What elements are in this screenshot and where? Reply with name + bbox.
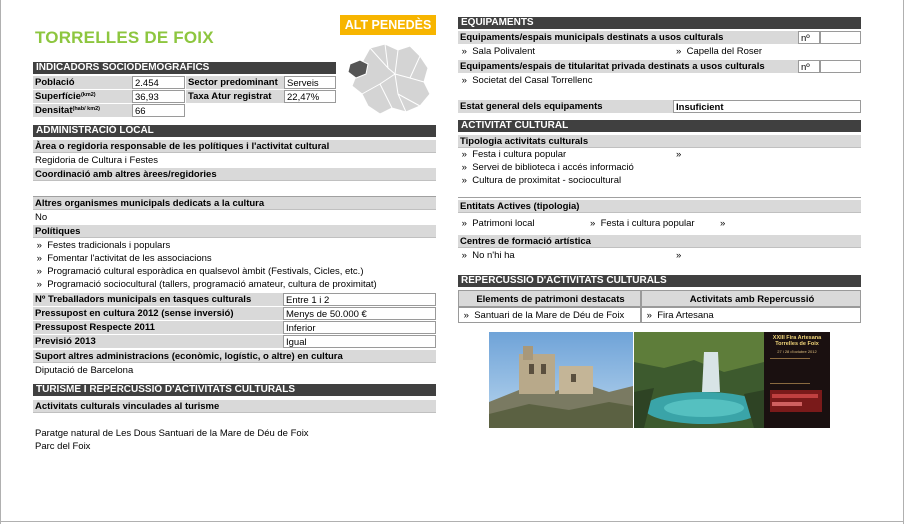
politica-text: Programació sociocultural (tallers, programació amateur, cultura de proximitat): [47, 279, 377, 290]
politica-item: [34, 253, 212, 264]
santuari-photo: [489, 332, 633, 428]
suport-value: Diputació de Barcelona: [35, 365, 134, 376]
densitat-row: [33, 104, 336, 117]
densitat-label-cell: [33, 104, 132, 117]
centre-text: No n'hi ha: [472, 250, 515, 261]
densitat-unit: (hab/ km2): [72, 106, 100, 112]
treballadors-row: [33, 293, 436, 306]
politica-text: Programació cultural esporàdica en qualsevol àmbit (Festivals, Cicles, etc.): [47, 266, 364, 277]
politica-item: [34, 266, 364, 277]
tipologia-text: Cultura de proximitat - sociocultural: [472, 175, 622, 186]
municipal-item: [459, 46, 535, 57]
turisme-header: TURISME I REPERCUSSIÓ D'ACTIVITATS CULTURALS: [33, 384, 436, 396]
bullet: »: [36, 266, 42, 277]
superficie-row: [33, 90, 336, 103]
pressupost-label: Pressupost en cultura 2012 (sense inversió): [33, 307, 283, 320]
politica-item: [34, 240, 170, 251]
estat-label: Estat general dels equipaments: [458, 100, 673, 113]
area-label: Àrea o regidoria responsable de les polítiques i l'activitat cultural: [33, 140, 436, 153]
patrimoni-value: Santuari de la Mare de Déu de Foix: [474, 310, 625, 321]
municipals-label: Equipaments/espais municipals destinats a usos culturals: [458, 31, 798, 44]
turisme-item: Parc del Foix: [35, 441, 91, 452]
altres-organismes-label: Altres organismes municipals dedicats a la cultura: [33, 197, 436, 210]
frame-left: [0, 0, 1, 524]
bullet: »: [461, 218, 467, 229]
fira-poster: [764, 332, 830, 428]
privat-item: [459, 75, 592, 86]
num-value: [820, 31, 861, 44]
superficie-label-cell: [33, 90, 132, 103]
poblacio-value: 2.454: [132, 76, 185, 89]
repercussio-cols: [458, 290, 861, 307]
respecte-row: [33, 321, 436, 334]
privat-text: Societat del Casal Torrellenc: [472, 75, 593, 86]
previsio-label: Previsió 2013: [33, 335, 283, 348]
poblacio-label: Població: [33, 76, 132, 89]
poster-title: XXIII Fira Artesana Torrelles de Foix: [772, 335, 822, 347]
divider: [458, 197, 861, 198]
turisme-item: Paratge natural de Les Dous Santuari de la Mare de Déu de Foix: [35, 428, 309, 439]
respecte-label: Pressupost Respecte 2011: [33, 321, 283, 334]
bullet: »: [461, 250, 467, 261]
tipologia-item: [459, 162, 634, 173]
sector-label: Sector predominant: [186, 76, 284, 89]
estat-row: [458, 100, 861, 113]
activitat-value: Fira Artesana: [657, 310, 714, 321]
altres-organismes-value: No: [35, 212, 48, 223]
poster-text-lines: [770, 358, 810, 384]
bullet: »: [36, 279, 42, 290]
frame-right: [903, 0, 904, 524]
repercussio-values: [458, 307, 861, 323]
superficie-unit: (km2): [80, 92, 96, 98]
col-patrimoni: Elements de patrimoni destacats: [458, 290, 641, 307]
municipal-text: Capella del Roser: [686, 46, 763, 57]
politica-text: Fomentar l'activitat de les associacions: [47, 253, 212, 264]
frame-bottom: [0, 521, 904, 522]
sector-value: Serveis: [284, 76, 336, 89]
atur-value: 22,47%: [284, 90, 336, 103]
entitat-text: Patrimoni local: [472, 218, 535, 229]
atur-label: Taxa Atur registrat: [186, 90, 284, 103]
turisme-sub: Activitats culturals vinculades al turisme: [33, 400, 436, 413]
politica-text: Festes tradicionals i populars: [47, 240, 171, 251]
entitat-item: [590, 218, 695, 229]
densitat-value: 66: [132, 104, 185, 117]
bullet: »: [461, 75, 467, 86]
num-label: nº: [798, 60, 820, 73]
bullet: »: [461, 175, 467, 186]
region-badge: ALT PENEDÈS: [340, 15, 436, 35]
previsio-row: [33, 335, 436, 348]
tipologia-item: [459, 149, 566, 160]
suport-label: Suport altres administracions (econòmic, logístic, o altre) en cultura: [33, 350, 436, 363]
col-activitats: Activitats amb Repercussió: [641, 290, 861, 307]
municipal-item: [676, 46, 762, 57]
bullet: »: [36, 240, 42, 251]
politica-item: [34, 279, 377, 290]
pressupost-row: [33, 307, 436, 320]
bullet: »: [676, 46, 682, 57]
tipologia-bullet-empty: »: [676, 149, 682, 160]
treballadors-value: Entre 1 i 2: [283, 293, 436, 306]
municipals-row: [458, 31, 861, 44]
area-value: Regidoria de Cultura i Festes: [35, 155, 159, 166]
entitat-bullet-empty: »: [720, 218, 726, 229]
activitat-value-cell: [641, 307, 861, 323]
respecte-value: Inferior: [283, 321, 436, 334]
centres-label: Centres de formació artística: [458, 235, 861, 248]
privats-row: [458, 60, 861, 73]
patrimoni-value-cell: [458, 307, 641, 323]
coordinacio-label: Coordinació amb altres àrees/regidories: [33, 168, 436, 181]
municipal-text: Sala Polivalent: [472, 46, 536, 57]
densitat-label: Densitat: [35, 105, 73, 116]
tipologia-label: Tipologia activitats culturals: [458, 135, 861, 148]
entitat-item: [459, 218, 535, 229]
previsio-value: Igual: [283, 335, 436, 348]
poster-artwork-stripe: [772, 394, 818, 398]
superficie-label: Superfície: [35, 91, 81, 102]
num-label: nº: [798, 31, 820, 44]
activitat-header: ACTIVITAT CULTURAL: [458, 120, 861, 132]
poster-date: 27 i 28 d'octubre 2012: [777, 349, 817, 354]
bullet: »: [461, 162, 467, 173]
tipologia-item: [459, 175, 621, 186]
administracio-header: ADMINISTRACIÓ LOCAL: [33, 125, 436, 137]
estat-value: Insuficient: [673, 100, 861, 113]
indicadors-header: INDICADORS SOCIODEMOGRÀFICS: [33, 62, 336, 74]
pressupost-value: Menys de 50.000 €: [283, 307, 436, 320]
entitat-text: Festa i cultura popular: [600, 218, 695, 229]
centre-item: [459, 250, 515, 261]
tipologia-text: Servei de biblioteca i accés informació: [472, 162, 634, 173]
tipologia-text: Festa i cultura popular: [472, 149, 567, 160]
page-title: TORRELLES DE FOIX: [35, 28, 214, 47]
poblacio-row: [33, 76, 336, 89]
bullet: »: [461, 149, 467, 160]
bullet: »: [36, 253, 42, 264]
entitats-label: Entitats Actives (tipologia): [458, 200, 861, 213]
bullet: »: [646, 310, 652, 321]
num-value: [820, 60, 861, 73]
bullet: »: [461, 46, 467, 57]
poster-artwork-stripe: [772, 402, 802, 406]
privats-label: Equipaments/espais de titularitat privada destinats a usos culturals: [458, 60, 798, 73]
treballadors-label: Nº Treballadors municipals en tasques culturals: [33, 293, 283, 306]
equipaments-header: EQUIPAMENTS: [458, 17, 861, 29]
region-map: [340, 38, 436, 118]
superficie-value: 36,93: [132, 90, 185, 103]
politiques-label: Polítiques: [33, 225, 436, 238]
bullet: »: [463, 310, 469, 321]
centre-bullet-empty: »: [676, 250, 682, 261]
river-photo: [634, 332, 764, 428]
bullet: »: [590, 218, 596, 229]
repercussio-header: REPERCUSSIÓ D'ACTIVITATS CULTURALS: [458, 275, 861, 287]
